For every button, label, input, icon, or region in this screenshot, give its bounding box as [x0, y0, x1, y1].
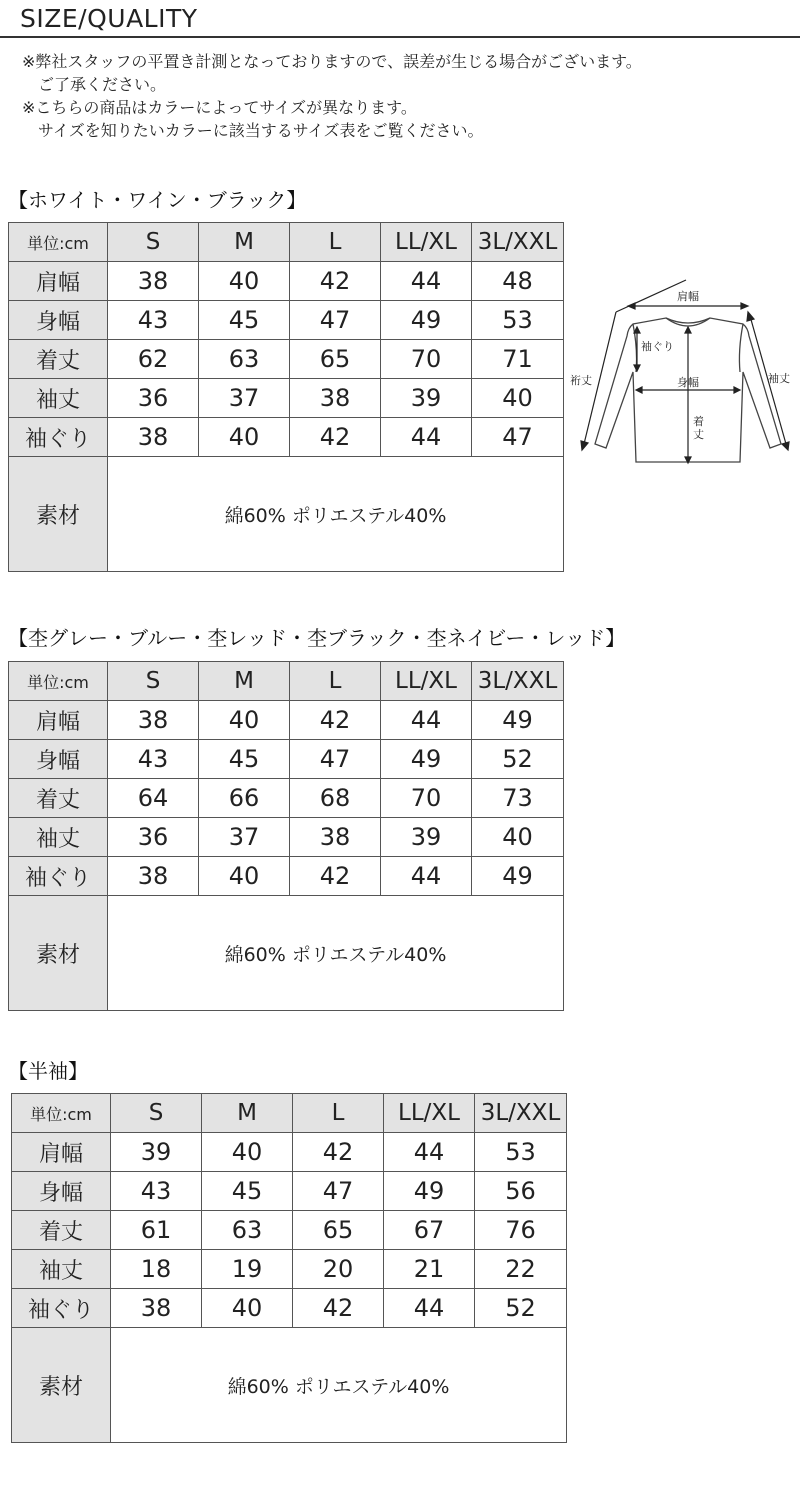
- size-table-3: [11, 1093, 567, 1443]
- table-cell: 42: [290, 262, 381, 301]
- table2-heading: 【杢グレー・ブルー・杢レッド・杢ブラック・杢ネイビー・レッド】: [8, 626, 626, 650]
- table-cell: 53: [475, 1133, 567, 1172]
- table-cell: 38: [108, 262, 199, 301]
- size-col-3l: 3L/XXL: [472, 223, 564, 262]
- table-cell: 49: [381, 301, 472, 340]
- title-divider: [0, 36, 800, 38]
- table-cell: 36: [108, 379, 199, 418]
- size-col-s: S: [111, 1094, 202, 1133]
- table-cell: 65: [290, 340, 381, 379]
- size-col-m: M: [199, 223, 290, 262]
- size-table-1: [8, 222, 564, 572]
- row-label: 袖ぐり: [12, 1289, 111, 1328]
- table-row: [12, 1172, 567, 1211]
- table-cell: 61: [111, 1211, 202, 1250]
- table-cell: 43: [111, 1172, 202, 1211]
- table-row: [9, 379, 564, 418]
- table-cell: 56: [475, 1172, 567, 1211]
- table-cell: 38: [108, 857, 199, 896]
- table-cell: 42: [293, 1133, 384, 1172]
- size-col-ll: LL/XL: [381, 662, 472, 701]
- table-row: [9, 740, 564, 779]
- armhole-label: 袖ぐり: [641, 340, 674, 353]
- page-title: SIZE/QUALITY: [20, 4, 198, 33]
- row-label: 身幅: [12, 1172, 111, 1211]
- table-cell: 38: [111, 1289, 202, 1328]
- table-cell: 71: [472, 340, 564, 379]
- row-label: 肩幅: [9, 701, 108, 740]
- size-col-l: L: [290, 223, 381, 262]
- table-cell: 44: [384, 1289, 475, 1328]
- table-cell: 47: [290, 740, 381, 779]
- header-row: [9, 662, 564, 701]
- size-col-l: L: [293, 1094, 384, 1133]
- row-label: 身幅: [9, 301, 108, 340]
- table-cell: 38: [290, 818, 381, 857]
- header-row: [9, 223, 564, 262]
- table-row: [9, 818, 564, 857]
- material-label: 素材: [9, 896, 108, 1011]
- shoulder-label: 肩幅: [677, 290, 699, 303]
- table-cell: 40: [472, 818, 564, 857]
- table-cell: 52: [472, 740, 564, 779]
- table-cell: 62: [108, 340, 199, 379]
- table-cell: 49: [472, 857, 564, 896]
- note-line: サイズを知りたいカラーに該当するサイズ表をご覧ください。: [38, 121, 484, 140]
- table-row: [9, 340, 564, 379]
- table-cell: 47: [472, 418, 564, 457]
- length-label-bottom: 丈: [693, 428, 704, 441]
- size-col-m: M: [199, 662, 290, 701]
- row-label: 着丈: [12, 1211, 111, 1250]
- table-cell: 44: [384, 1133, 475, 1172]
- material-row: [9, 457, 564, 572]
- table-row: [9, 701, 564, 740]
- table-row: [12, 1133, 567, 1172]
- table-cell: 40: [472, 379, 564, 418]
- note-line: ※弊社スタッフの平置き計測となっておりますので、誤差が生じる場合がございます。: [22, 52, 642, 71]
- table3-heading: 【半袖】: [8, 1059, 88, 1083]
- table-cell: 52: [475, 1289, 567, 1328]
- table-cell: 65: [293, 1211, 384, 1250]
- table-cell: 67: [384, 1211, 475, 1250]
- table-cell: 48: [472, 262, 564, 301]
- size-col-ll: LL/XL: [381, 223, 472, 262]
- table-cell: 76: [475, 1211, 567, 1250]
- table-cell: 37: [199, 379, 290, 418]
- unit-label: 単位:cm: [12, 1094, 111, 1133]
- row-label: 袖丈: [12, 1250, 111, 1289]
- table-cell: 49: [472, 701, 564, 740]
- material-row: [12, 1328, 567, 1443]
- table-row: [12, 1289, 567, 1328]
- table-cell: 38: [290, 379, 381, 418]
- length-label-top: 着: [693, 415, 704, 428]
- table-cell: 66: [199, 779, 290, 818]
- table-cell: 53: [472, 301, 564, 340]
- row-label: 肩幅: [12, 1133, 111, 1172]
- material-value: 綿60% ポリエステル40%: [108, 896, 564, 1011]
- size-col-s: S: [108, 223, 199, 262]
- size-col-3l: 3L/XXL: [472, 662, 564, 701]
- table-cell: 44: [381, 418, 472, 457]
- material-value: 綿60% ポリエステル40%: [111, 1328, 567, 1443]
- table-cell: 18: [111, 1250, 202, 1289]
- table-cell: 45: [202, 1172, 293, 1211]
- table-cell: 39: [381, 379, 472, 418]
- row-label: 袖丈: [9, 818, 108, 857]
- table-row: [9, 418, 564, 457]
- material-row: [9, 896, 564, 1011]
- table-cell: 42: [290, 418, 381, 457]
- table-cell: 63: [199, 340, 290, 379]
- row-label: 身幅: [9, 740, 108, 779]
- table-cell: 43: [108, 740, 199, 779]
- row-label: 着丈: [9, 779, 108, 818]
- table-cell: 70: [381, 340, 472, 379]
- note-line: ご了承ください。: [38, 75, 167, 94]
- table-cell: 38: [108, 701, 199, 740]
- row-label: 袖ぐり: [9, 857, 108, 896]
- table1-heading: 【ホワイト・ワイン・ブラック】: [8, 188, 307, 212]
- table-cell: 40: [199, 418, 290, 457]
- size-col-s: S: [108, 662, 199, 701]
- row-label: 袖丈: [9, 379, 108, 418]
- table-cell: 22: [475, 1250, 567, 1289]
- table-cell: 45: [199, 301, 290, 340]
- table-cell: 42: [293, 1289, 384, 1328]
- row-label: 着丈: [9, 340, 108, 379]
- table-cell: 45: [199, 740, 290, 779]
- table-cell: 21: [384, 1250, 475, 1289]
- table-cell: 63: [202, 1211, 293, 1250]
- size-col-l: L: [290, 662, 381, 701]
- table-cell: 68: [290, 779, 381, 818]
- table-cell: 38: [108, 418, 199, 457]
- yuki-label: 裄丈: [570, 374, 592, 387]
- table-cell: 40: [202, 1133, 293, 1172]
- table-row: [12, 1211, 567, 1250]
- garment-measurement-diagram: [568, 272, 800, 472]
- header-row: [12, 1094, 567, 1133]
- table-cell: 44: [381, 262, 472, 301]
- table-cell: 20: [293, 1250, 384, 1289]
- table-cell: 73: [472, 779, 564, 818]
- material-label: 素材: [12, 1328, 111, 1443]
- table-cell: 39: [381, 818, 472, 857]
- table-cell: 40: [199, 262, 290, 301]
- table-row: [9, 301, 564, 340]
- table-cell: 42: [290, 857, 381, 896]
- table-cell: 47: [293, 1172, 384, 1211]
- sleeve-label: 袖丈: [768, 372, 790, 385]
- table-cell: 64: [108, 779, 199, 818]
- material-label: 素材: [9, 457, 108, 572]
- row-label: 肩幅: [9, 262, 108, 301]
- table-cell: 70: [381, 779, 472, 818]
- size-table-2: [8, 661, 564, 1011]
- table-row: [12, 1250, 567, 1289]
- notes: [22, 50, 642, 142]
- table-row: [9, 262, 564, 301]
- table-row: [9, 857, 564, 896]
- table-cell: 36: [108, 818, 199, 857]
- note-line: ※こちらの商品はカラーによってサイズが異なります。: [22, 98, 417, 117]
- table-cell: 37: [199, 818, 290, 857]
- table-cell: 19: [202, 1250, 293, 1289]
- unit-label: 単位:cm: [9, 662, 108, 701]
- table-row: [9, 779, 564, 818]
- table-cell: 39: [111, 1133, 202, 1172]
- chest-label: 身幅: [677, 376, 699, 389]
- table-cell: 42: [290, 701, 381, 740]
- size-col-m: M: [202, 1094, 293, 1133]
- table-cell: 40: [199, 701, 290, 740]
- table-cell: 49: [381, 740, 472, 779]
- table-cell: 49: [384, 1172, 475, 1211]
- material-value: 綿60% ポリエステル40%: [108, 457, 564, 572]
- table-cell: 40: [199, 857, 290, 896]
- size-col-ll: LL/XL: [384, 1094, 475, 1133]
- row-label: 袖ぐり: [9, 418, 108, 457]
- table-cell: 43: [108, 301, 199, 340]
- table-cell: 40: [202, 1289, 293, 1328]
- table-cell: 44: [381, 857, 472, 896]
- unit-label: 単位:cm: [9, 223, 108, 262]
- size-col-3l: 3L/XXL: [475, 1094, 567, 1133]
- table-cell: 47: [290, 301, 381, 340]
- table-cell: 44: [381, 701, 472, 740]
